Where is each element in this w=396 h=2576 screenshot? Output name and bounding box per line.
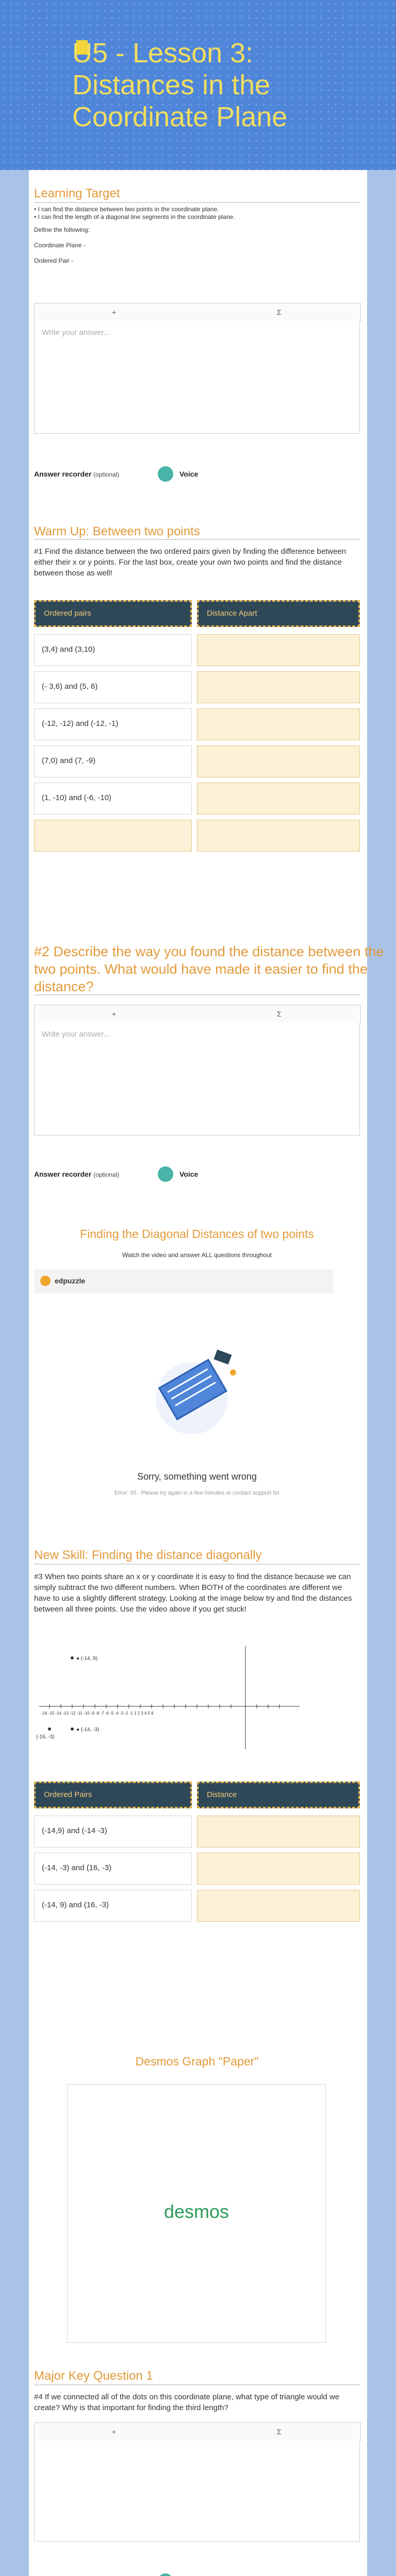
table-row: (1, -10) and (-6, -10): [34, 783, 192, 815]
col-ordered-pairs: Ordered Pairs: [34, 1782, 192, 1808]
divider: [34, 2384, 360, 2385]
divider: [34, 539, 360, 540]
math-button[interactable]: Σ: [277, 2428, 282, 2436]
table-row: (-14, 9) and (16, -3): [34, 1890, 192, 1922]
ordered-pair-label: Ordered Pair -: [34, 257, 74, 264]
coordinate-plane-figure: [34, 1643, 302, 1752]
distance-input[interactable]: [197, 783, 360, 815]
point-c: [48, 1727, 51, 1731]
broken-video-illustration-icon: [130, 1342, 264, 1434]
x-axis-ticks: -16 -15 -14 -13 -12 -11 -10 -9 -8 -7 -6 -5 -4 -3 -2 -1 1 2 3 4 5 6: [41, 1711, 154, 1716]
divider: [34, 994, 360, 995]
point-b: [71, 1727, 74, 1731]
distance-input[interactable]: [197, 745, 360, 777]
answer-recorder: [34, 466, 240, 482]
distance-input[interactable]: [197, 634, 360, 666]
recorder-optional: (optional): [93, 1171, 120, 1178]
desmos-logo: desmos: [163, 2201, 229, 2222]
warmup-title: Warm Up: Between two points: [34, 524, 200, 538]
add-button[interactable]: +: [112, 308, 117, 316]
point-a: [71, 1656, 74, 1659]
table-row: (3,4) and (3,10): [34, 634, 192, 666]
describe-title: #2 Describe the way you found the distance between the two points. What would have made it easier to find the distance?: [34, 944, 384, 994]
target-bullet-2: • I can find the length of a diagonal line segments in the coordinate plane.: [34, 213, 235, 221]
point-b-label: ● (-14, -3): [76, 1727, 100, 1733]
distance-input[interactable]: [197, 820, 360, 852]
table-row: (-12, -12) and (-12, -1): [34, 708, 192, 740]
record-voice-button[interactable]: [158, 466, 173, 482]
diagonal-video-title: Finding the Diagonal Distances of two points: [80, 1227, 314, 1241]
point-c-label: (-16, -3): [36, 1734, 55, 1740]
record-voice-button[interactable]: [158, 2573, 173, 2576]
video-error-message: Sorry, something went wrong: [137, 1471, 257, 1482]
math-button[interactable]: Σ: [277, 1010, 282, 1018]
recorder-label: Answer recorder: [34, 1170, 92, 1178]
distance-input[interactable]: [197, 1890, 360, 1922]
recorder-label: Answer recorder: [34, 470, 92, 478]
col-ordered-pairs: Ordered pairs: [34, 600, 192, 627]
answer-recorder: [34, 2573, 240, 2576]
answer-toolbar[interactable]: [34, 1005, 361, 1023]
math-button[interactable]: Σ: [277, 308, 282, 316]
target-bullet-1: • I can find the distance between two points in the coordinate plane.: [34, 206, 219, 213]
answer-placeholder: Write your answer...: [42, 328, 110, 337]
warmup-instructions: #1 Find the distance between the two ordered pairs given by finding the difference between either their x or y points. For the last box, create your own two points and find the distance between those as well!: [34, 547, 346, 578]
header-banner: [0, 0, 396, 170]
major-key-1-title: Major Key Question 1: [34, 2369, 153, 2383]
divider: [34, 202, 360, 203]
desmos-title: Desmos Graph "Paper": [135, 2055, 259, 2068]
new-skill-title: New Skill: Finding the distance diagonally: [34, 1548, 262, 1562]
distance-input[interactable]: [197, 671, 360, 703]
add-button[interactable]: +: [112, 1010, 117, 1018]
desmos-embed[interactable]: [67, 2084, 326, 2343]
custom-pair-input[interactable]: [34, 820, 192, 852]
learning-target-title: Learning Target: [34, 187, 120, 200]
define-label: Define the following:: [34, 226, 90, 233]
table-row: (-14, -3) and (16, -3): [34, 1853, 192, 1885]
answer-toolbar[interactable]: [34, 303, 361, 321]
table-row: (- 3,6) and (5, 6): [34, 671, 192, 703]
video-error-detail: Error: 95 . Please try again in a few minutes or contact support for: [114, 1490, 280, 1496]
distance-input[interactable]: [197, 1816, 360, 1848]
col-distance: Distance: [197, 1782, 360, 1808]
add-button[interactable]: +: [112, 2428, 117, 2436]
answer-input[interactable]: [34, 321, 360, 434]
answer-recorder: [34, 1166, 240, 1182]
new-skill-table: [34, 1782, 360, 1931]
table-row: (-14,9) and (-14 -3): [34, 1816, 192, 1848]
warmup-table: [34, 600, 360, 868]
page-title: U5 - Lesson 3: Distances in the Coordinate Plane: [72, 38, 288, 132]
recorder-optional: (optional): [93, 471, 120, 478]
edpuzzle-logo-icon: [40, 1276, 51, 1286]
voice-label: Voice: [179, 470, 199, 478]
distance-input[interactable]: [197, 708, 360, 740]
coordinate-plane-label: Coordinate Plane -: [34, 242, 86, 249]
answer-input[interactable]: [34, 1023, 360, 1136]
answer-toolbar[interactable]: [34, 2422, 361, 2441]
col-distance-apart: Distance Apart: [197, 600, 360, 627]
embed-header: [34, 1269, 333, 1293]
record-voice-button[interactable]: [158, 1166, 173, 1182]
point-a-label: ● (-14, 9): [76, 1656, 98, 1662]
table-row: (7,0) and (7, -9): [34, 745, 192, 777]
answer-placeholder: Write your answer...: [42, 1030, 110, 1039]
divider: [34, 1564, 360, 1565]
edpuzzle-embed[interactable]: [34, 1269, 360, 1558]
answer-input[interactable]: [34, 2441, 360, 2541]
new-skill-instructions: #3 When two points share an x or y coordinate it is easy to find the distance because we can simply subtract the two different numbers. When BOTH of the coordinates are different we have to use a slightly different strategy. Looking at the image below try and find the distances between all three points. Use the video above if you get stuck!: [34, 1572, 352, 1614]
voice-label: Voice: [179, 1170, 199, 1178]
distance-input[interactable]: [197, 1853, 360, 1885]
edpuzzle-brand: edpuzzle: [55, 1277, 86, 1285]
video-instructions: Watch the video and answer ALL questions throughout: [122, 1251, 272, 1259]
major-key-1-question: #4 If we connected all of the dots on this coordinate plane, what type of triangle would we create? Why is that important for finding the third length?: [34, 2393, 340, 2412]
